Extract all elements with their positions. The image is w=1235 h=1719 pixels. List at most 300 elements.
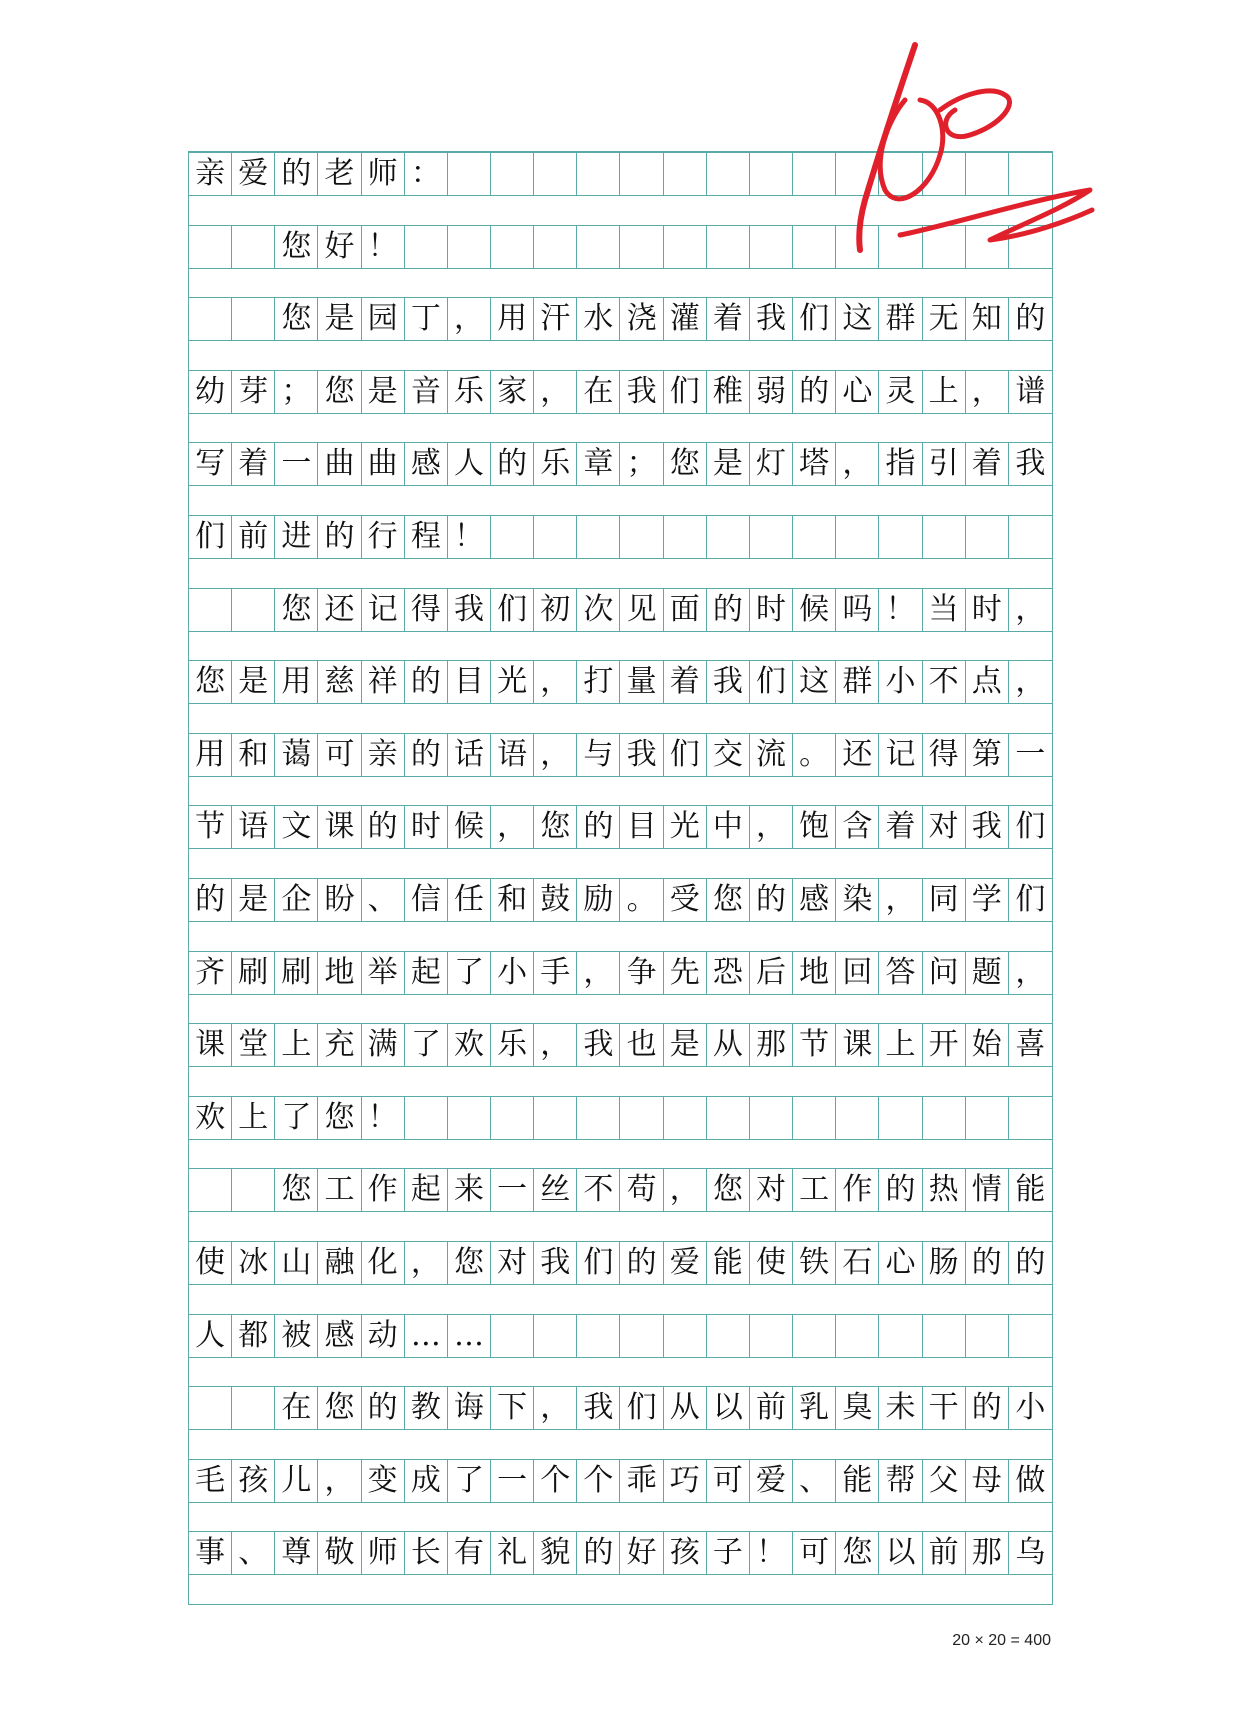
grid-cell xyxy=(664,1097,707,1139)
grid-cell: 量 xyxy=(621,661,664,703)
grid-cell: 地 xyxy=(793,952,836,994)
grid-cell: 欢 xyxy=(189,1097,232,1139)
grid-cell: 母 xyxy=(966,1460,1009,1502)
grid-cell xyxy=(534,226,577,268)
grid-cell: 目 xyxy=(621,806,664,848)
grid-cell: 您 xyxy=(275,298,318,340)
grid-cell: ， xyxy=(534,1387,577,1429)
grid-cell xyxy=(836,1315,879,1357)
grid-cell: 慈 xyxy=(318,661,361,703)
grid-cell: 进 xyxy=(275,516,318,558)
grid-cell: 好 xyxy=(621,1532,664,1574)
grid-cell: 饱 xyxy=(793,806,836,848)
grid-cell: ， xyxy=(534,661,577,703)
grid-cell: 来 xyxy=(448,1169,491,1211)
grid-cell: 得 xyxy=(923,734,966,776)
grid-cell xyxy=(577,153,620,195)
grid-cell: 时 xyxy=(966,589,1009,631)
grid-cell: 热 xyxy=(923,1169,966,1211)
grid-cell: 弱 xyxy=(750,371,793,413)
grid-cell: 不 xyxy=(577,1169,620,1211)
grid-cell: 光 xyxy=(491,661,534,703)
grid-row xyxy=(189,878,1052,922)
grid-cell xyxy=(707,226,750,268)
grid-cell: 恐 xyxy=(707,952,750,994)
grid-cell: 交 xyxy=(707,734,750,776)
grid-cell: 小 xyxy=(491,952,534,994)
grid-cell: 的 xyxy=(318,516,361,558)
grid-cell: 肠 xyxy=(923,1242,966,1284)
grid-cell: 稚 xyxy=(707,371,750,413)
grid-row xyxy=(189,588,1052,632)
grid-cell: 记 xyxy=(362,589,405,631)
grid-cell: 我 xyxy=(707,661,750,703)
grid-cell: 和 xyxy=(491,879,534,921)
grid-cell: 爱 xyxy=(664,1242,707,1284)
grid-cell: 满 xyxy=(362,1024,405,1066)
grid-cell xyxy=(879,1315,922,1357)
grid-cell: 的 xyxy=(362,1387,405,1429)
grid-cell xyxy=(621,1315,664,1357)
grid-cell: 们 xyxy=(189,516,232,558)
grid-cell: ， xyxy=(836,443,879,485)
grid-cell: 励 xyxy=(577,879,620,921)
grid-cell: 是 xyxy=(664,1024,707,1066)
grid-cell: 学 xyxy=(966,879,1009,921)
grid-cell: 着 xyxy=(879,806,922,848)
grid-cell xyxy=(189,1169,232,1211)
grid-cell: 师 xyxy=(362,1532,405,1574)
grid-cell: 诲 xyxy=(448,1387,491,1429)
grid-cell: 任 xyxy=(448,879,491,921)
grid-cell: 的 xyxy=(879,1169,922,1211)
grid-cell: 化 xyxy=(362,1242,405,1284)
grid-cell: ， xyxy=(577,952,620,994)
grid-cell xyxy=(491,1097,534,1139)
grid-cell: ， xyxy=(664,1169,707,1211)
grid-cell: 小 xyxy=(879,661,922,703)
grid-cell: 着 xyxy=(707,298,750,340)
grid-cell: ， xyxy=(750,806,793,848)
grid-cell: 长 xyxy=(405,1532,448,1574)
grid-cell: 工 xyxy=(793,1169,836,1211)
grid-cell: 曲 xyxy=(362,443,405,485)
grid-cell: 前 xyxy=(923,1532,966,1574)
grid-cell: 您 xyxy=(275,1169,318,1211)
grid-cell: 。 xyxy=(793,734,836,776)
grid-cell: 引 xyxy=(923,443,966,485)
grid-cell: 您 xyxy=(318,1097,361,1139)
grid-cell: 我 xyxy=(577,1024,620,1066)
grid-cell: 我 xyxy=(448,589,491,631)
grid-cell: 感 xyxy=(405,443,448,485)
grid-cell: 充 xyxy=(318,1024,361,1066)
grid-cell: 教 xyxy=(405,1387,448,1429)
grid-cell: 写 xyxy=(189,443,232,485)
grid-cell: 们 xyxy=(664,371,707,413)
grid-row xyxy=(189,1314,1052,1358)
grid-row xyxy=(189,370,1052,414)
grid-cell: 臭 xyxy=(836,1387,879,1429)
grid-cell: 个 xyxy=(534,1460,577,1502)
grid-cell: 的 xyxy=(793,371,836,413)
grid-cell xyxy=(491,516,534,558)
grid-cell xyxy=(405,226,448,268)
grid-cell xyxy=(448,1097,491,1139)
grid-row xyxy=(189,660,1052,704)
grid-cell: 可 xyxy=(793,1532,836,1574)
grid-row xyxy=(189,297,1052,341)
grid-cell: 候 xyxy=(448,806,491,848)
grid-cell: 的 xyxy=(750,879,793,921)
grid-cell: 一 xyxy=(491,1460,534,1502)
grid-cell: 乳 xyxy=(793,1387,836,1429)
grid-cell: 乐 xyxy=(534,443,577,485)
grid-cell: 点 xyxy=(966,661,1009,703)
grid-cell xyxy=(793,1097,836,1139)
grid-cell: 可 xyxy=(707,1460,750,1502)
grid-cell: 敬 xyxy=(318,1532,361,1574)
grid-cell: ！ xyxy=(750,1532,793,1574)
grid-cell: 那 xyxy=(966,1532,1009,1574)
grid-cell: 们 xyxy=(577,1242,620,1284)
grid-cell: 师 xyxy=(362,153,405,195)
grid-cell: 的 xyxy=(966,1242,1009,1284)
grid-cell: 得 xyxy=(405,589,448,631)
grid-cell: 节 xyxy=(189,806,232,848)
grid-cell: 您 xyxy=(448,1242,491,1284)
grid-cell xyxy=(189,226,232,268)
grid-cell: 着 xyxy=(664,661,707,703)
grid-cell: 和 xyxy=(232,734,275,776)
grid-cell: ！ xyxy=(362,1097,405,1139)
grid-cell: 后 xyxy=(750,952,793,994)
grid-cell: 面 xyxy=(664,589,707,631)
grid-cell: 时 xyxy=(750,589,793,631)
grid-cell xyxy=(448,153,491,195)
grid-cell: ， xyxy=(1015,591,1046,627)
grid-cell xyxy=(534,1315,577,1357)
grid-cell: 蔼 xyxy=(275,734,318,776)
grid-cell: 您 xyxy=(707,879,750,921)
grid-cell: 上 xyxy=(275,1024,318,1066)
grid-cell: 用 xyxy=(491,298,534,340)
grid-cell xyxy=(836,1097,879,1139)
grid-cell: 含 xyxy=(836,806,879,848)
grade-underline-stroke xyxy=(900,190,1092,240)
grid-cell: 课 xyxy=(189,1024,232,1066)
grid-cell: 是 xyxy=(232,879,275,921)
grid-cell: 使 xyxy=(750,1242,793,1284)
grid-cell: 您 xyxy=(534,806,577,848)
grid-cell: 做 xyxy=(1015,1462,1046,1498)
grid-cell xyxy=(621,226,664,268)
grid-cell: 尊 xyxy=(275,1532,318,1574)
grid-cell: 石 xyxy=(836,1242,879,1284)
grid-cell: 题 xyxy=(966,952,1009,994)
grid-cell xyxy=(836,516,879,558)
grid-cell: ； xyxy=(621,443,664,485)
grid-cell: 我 xyxy=(750,298,793,340)
grid-cell: 的 xyxy=(1015,301,1046,337)
grid-cell: 手 xyxy=(534,952,577,994)
grid-cell: 事 xyxy=(189,1532,232,1574)
grid-cell xyxy=(750,153,793,195)
grid-row xyxy=(189,1459,1052,1503)
grid-cell: 中 xyxy=(707,806,750,848)
grid-cell: 语 xyxy=(232,806,275,848)
grid-cell: 变 xyxy=(362,1460,405,1502)
grid-cell: 不 xyxy=(923,661,966,703)
grid-cell: 回 xyxy=(836,952,879,994)
grid-row xyxy=(189,1531,1052,1575)
grid-cell: 对 xyxy=(750,1169,793,1211)
composition-grid xyxy=(188,151,1053,1605)
grid-cell: 工 xyxy=(318,1169,361,1211)
grid-cell: 们 xyxy=(664,734,707,776)
grid-cell: 受 xyxy=(664,879,707,921)
grid-cell xyxy=(577,1315,620,1357)
grid-cell: 知 xyxy=(966,298,1009,340)
grid-cell: … xyxy=(405,1315,448,1357)
grid-cell: 您 xyxy=(836,1532,879,1574)
grid-cell: 对 xyxy=(491,1242,534,1284)
grid-cell: 丝 xyxy=(534,1169,577,1211)
grid-cell: 有 xyxy=(448,1532,491,1574)
grid-cell: 从 xyxy=(664,1387,707,1429)
grid-cell xyxy=(664,226,707,268)
grid-cell: 谱 xyxy=(1015,373,1046,409)
grid-cell xyxy=(189,1387,232,1429)
grid-cell: 礼 xyxy=(491,1532,534,1574)
grid-cell: 前 xyxy=(750,1387,793,1429)
grid-cell xyxy=(621,1097,664,1139)
grid-cell: 能 xyxy=(707,1242,750,1284)
grid-row xyxy=(189,1241,1052,1285)
grid-cell: 当 xyxy=(923,589,966,631)
grid-cell: 地 xyxy=(318,952,361,994)
grid-cell: 成 xyxy=(405,1460,448,1502)
grid-cell: 堂 xyxy=(232,1024,275,1066)
grid-cell: 人 xyxy=(189,1315,232,1357)
grid-cell: 园 xyxy=(362,298,405,340)
grid-cell: 我 xyxy=(621,734,664,776)
grid-cell: 课 xyxy=(318,806,361,848)
grid-cell xyxy=(621,516,664,558)
grid-cell: 的 xyxy=(621,1242,664,1284)
grid-cell: 争 xyxy=(621,952,664,994)
grid-cell: 话 xyxy=(448,734,491,776)
grid-cell xyxy=(707,153,750,195)
grid-cell xyxy=(232,1169,275,1211)
grid-cell: 爱 xyxy=(232,153,275,195)
grid-cell: 行 xyxy=(362,516,405,558)
grid-cell: 能 xyxy=(1015,1172,1046,1208)
grid-cell: 铁 xyxy=(793,1242,836,1284)
grid-cell: 您 xyxy=(318,1387,361,1429)
grid-cell xyxy=(1009,1315,1052,1357)
grid-cell: 们 xyxy=(621,1387,664,1429)
grid-cell: 亲 xyxy=(362,734,405,776)
grid-cell: 一 xyxy=(275,443,318,485)
grid-cell: 浇 xyxy=(621,298,664,340)
grid-cell: 我 xyxy=(966,806,1009,848)
grid-cell xyxy=(577,226,620,268)
grid-cell: 群 xyxy=(836,661,879,703)
grid-cell: 们 xyxy=(750,661,793,703)
grid-cell xyxy=(534,153,577,195)
grid-cell: 心 xyxy=(879,1242,922,1284)
grid-cell xyxy=(491,153,534,195)
grid-row xyxy=(189,1096,1052,1140)
grid-cell xyxy=(232,298,275,340)
grid-cell: 的 xyxy=(1015,1245,1046,1280)
grid-cell: 汗 xyxy=(534,298,577,340)
grid-cell: ； xyxy=(275,371,318,413)
grid-cell: 染 xyxy=(836,879,879,921)
grid-cell: 初 xyxy=(534,589,577,631)
grid-cell xyxy=(534,516,577,558)
grid-cell xyxy=(448,226,491,268)
grid-cell: 同 xyxy=(923,879,966,921)
grid-cell: ！ xyxy=(879,589,922,631)
grid-cell: 家 xyxy=(491,371,534,413)
grid-cell: 群 xyxy=(879,298,922,340)
grid-cell xyxy=(405,1097,448,1139)
grid-cell: 灵 xyxy=(879,371,922,413)
grid-cell: 了 xyxy=(448,952,491,994)
grid-cell: 们 xyxy=(793,298,836,340)
grid-cell: 用 xyxy=(275,661,318,703)
grid-cell: 我 xyxy=(621,371,664,413)
grid-row xyxy=(189,733,1052,777)
grid-cell: 先 xyxy=(664,952,707,994)
grid-cell: 帮 xyxy=(879,1460,922,1502)
grid-cell: 下 xyxy=(491,1387,534,1429)
grid-cell xyxy=(793,1315,836,1357)
grid-cell: ， xyxy=(534,734,577,776)
grade-digit-1 xyxy=(859,45,915,250)
grid-cell xyxy=(232,226,275,268)
grid-cell: 芽 xyxy=(232,371,275,413)
grid-cell: 感 xyxy=(793,879,836,921)
grid-cell: 次 xyxy=(577,589,620,631)
grid-cell: ： xyxy=(405,153,448,195)
grid-cell: 以 xyxy=(707,1387,750,1429)
grid-cell xyxy=(534,1097,577,1139)
grid-cell: 孩 xyxy=(232,1460,275,1502)
grid-cell: ！ xyxy=(448,516,491,558)
grid-cell: 们 xyxy=(491,589,534,631)
grid-cell: 前 xyxy=(232,516,275,558)
grid-cell: 灌 xyxy=(664,298,707,340)
grid-cell: 始 xyxy=(966,1024,1009,1066)
grid-cell: 也 xyxy=(621,1024,664,1066)
grid-cell: 情 xyxy=(966,1169,1009,1211)
grid-cell xyxy=(923,516,966,558)
grid-cell xyxy=(621,153,664,195)
grid-cell: ， xyxy=(534,371,577,413)
grid-cell: 动 xyxy=(362,1315,405,1357)
grid-cell: 、 xyxy=(232,1532,275,1574)
grid-cell xyxy=(923,1097,966,1139)
grid-cell: 上 xyxy=(232,1097,275,1139)
grid-cell: 祥 xyxy=(362,661,405,703)
grid-cell: 第 xyxy=(966,734,1009,776)
grid-cell: 幼 xyxy=(189,371,232,413)
grid-cell xyxy=(707,516,750,558)
grid-cell: 父 xyxy=(923,1460,966,1502)
grid-cell: 时 xyxy=(405,806,448,848)
grid-cell: 音 xyxy=(405,371,448,413)
grid-cell: 喜 xyxy=(1015,1027,1046,1063)
grid-cell: 毛 xyxy=(189,1460,232,1502)
grid-cell: 们 xyxy=(1015,882,1046,917)
grid-cell: ， xyxy=(405,1242,448,1284)
grid-cell: ， xyxy=(1015,664,1046,700)
grid-cell: 是 xyxy=(232,661,275,703)
grid-cell: 在 xyxy=(577,371,620,413)
grid-cell: 的 xyxy=(491,443,534,485)
grid-cell: 丁 xyxy=(405,298,448,340)
grid-cell: 您 xyxy=(707,1169,750,1211)
grid-cell: 齐 xyxy=(189,952,232,994)
grid-cell: 这 xyxy=(836,298,879,340)
grid-cell xyxy=(232,589,275,631)
grid-cell xyxy=(966,516,1009,558)
grid-cell: 起 xyxy=(405,1169,448,1211)
grid-cell: 了 xyxy=(448,1460,491,1502)
grid-cell: ！ xyxy=(362,226,405,268)
grid-cell xyxy=(923,1315,966,1357)
grid-cell: ， xyxy=(318,1460,361,1502)
grid-cell: 的 xyxy=(405,734,448,776)
grid-cell xyxy=(664,1315,707,1357)
grid-cell: 了 xyxy=(275,1097,318,1139)
grid-cell: 流 xyxy=(750,734,793,776)
grid-cell: 们 xyxy=(1015,809,1046,845)
grid-cell: 巧 xyxy=(664,1460,707,1502)
grid-cell: 的 xyxy=(189,879,232,921)
grid-cell xyxy=(966,1097,1009,1139)
grid-cell: 还 xyxy=(836,734,879,776)
grid-cell: 被 xyxy=(275,1315,318,1357)
grid-cell xyxy=(879,516,922,558)
grid-cell: 目 xyxy=(448,661,491,703)
grid-cell: 是 xyxy=(362,371,405,413)
grid-cell: 冰 xyxy=(232,1242,275,1284)
grid-cell: 节 xyxy=(793,1024,836,1066)
grid-cell: 答 xyxy=(879,952,922,994)
grid-cell: 记 xyxy=(879,734,922,776)
grade-mark-100 xyxy=(830,40,1120,270)
grid-cell: 光 xyxy=(664,806,707,848)
grid-cell: 融 xyxy=(318,1242,361,1284)
grid-cell: 刷 xyxy=(232,952,275,994)
grid-cell: 心 xyxy=(836,371,879,413)
grid-row xyxy=(189,1386,1052,1430)
grid-cell: 个 xyxy=(577,1460,620,1502)
grid-cell: 着 xyxy=(232,443,275,485)
grid-cell: 起 xyxy=(405,952,448,994)
grid-cell: 用 xyxy=(189,734,232,776)
grid-cell: 以 xyxy=(879,1532,922,1574)
grid-cell: 的 xyxy=(577,806,620,848)
grid-cell xyxy=(664,516,707,558)
grid-cell: 的 xyxy=(707,589,750,631)
grid-cell: 开 xyxy=(923,1024,966,1066)
grid-cell: 一 xyxy=(1015,736,1046,772)
